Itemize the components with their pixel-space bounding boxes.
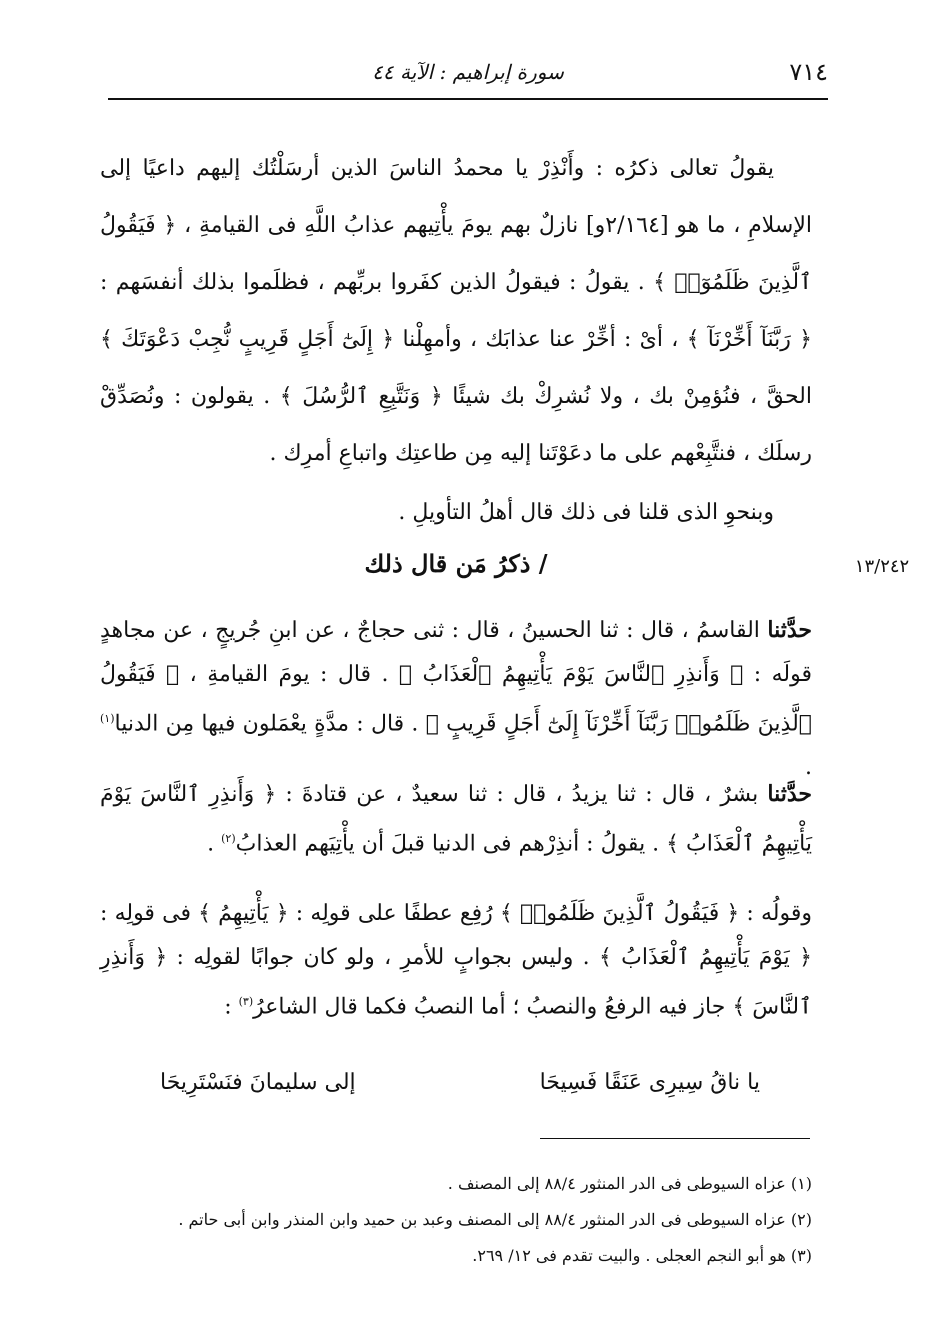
footnote-2: (٢) عزاه السيوطى فى الدر المنثور ٨٨/٤ إلى المصنف وعبد بن حميد وابن المنذر وابن أبى حاتم . (178, 1210, 812, 1229)
verse-hemistich-1: يا ناقُ سِيرِى عَنَقًا فَسِيحَا (539, 1070, 760, 1095)
hadith-2-lead: حدَّثنا (767, 781, 812, 807)
footnote-3: (٣) هو أبو النجم العجلى . والبيت تقدم فى ١٢/ ٢٦٩. (472, 1246, 812, 1265)
poetry-verse (160, 1070, 760, 1095)
section-heading: / ذكرُ مَن قال ذلك (364, 549, 548, 578)
hadith-1: حدَّثنا القاسمُ ، قال : ثنا الحسينُ ، قال : ثنى حجاجٌ ، عن ابنِ جُريجٍ ، عن مجاهدٍ قولَه : ﴿ وَأَنذِرِ ٱلنَّاسَ يَوْمَ يَأْتِيهِمُ ٱلْعَذَابُ ﴾ . قال : يومَ القيامةِ ، ﴿ فَيَقُولُ ٱلَّذِينَ ظَلَمُوا۟ رَبَّنَآ أَخِّرْنَآ إِلَىٰٓ أَجَلٍ قَرِيبٍ ﴾ . قال : مدَّةٍ يعْمَلون فيها مِن الدنيا$^{(١)}$ . (100, 617, 812, 781)
commentary (100, 892, 812, 1029)
verse-hemistich-2: إلى سليمانَ فنَسْتَرِيحَا (160, 1070, 356, 1095)
footnote-ref-2: (٢) (221, 832, 236, 845)
footnote-1: (١) عزاه السيوطى فى الدر المنثور ٨٨/٤ إلى المصنف . (447, 1174, 812, 1193)
commentary-tail: : (224, 994, 239, 1020)
hadith-1-lead: حدَّثنا (767, 617, 812, 643)
header-divider (108, 98, 828, 100)
page-number: ٧١٤ (789, 58, 828, 86)
hadith-2-text: بشرٌ ، قال : ثنا يزيدُ ، قال : ثنا سعيدٌ ، عن قتادةَ : ﴿ وَأَنذِرِ ٱلنَّاسَ يَوْمَ يَأْتِيهِمُ ٱلْعَذَابُ ﴾ . يقولُ : أنذِرْهم فى الدنيا قبلَ أن يأْتِيَهم العذابُ (100, 782, 812, 857)
running-title: سورة إبراهيم : الآية ٤٤ (372, 60, 564, 84)
main-text (100, 140, 812, 541)
hadith-2: حدَّثنا بشرٌ ، قال : ثنا يزيدُ ، قال : ثنا سعيدٌ ، عن قتادةَ : ﴿ وَأَنذِرِ ٱلنَّاسَ يَوْمَ يَأْتِيهِمُ ٱلْعَذَابُ ﴾ . يقولُ : أنذِرْهم فى الدنيا قبلَ أن يأْتِيَهم العذابُ$^{(٢)}$ . (100, 781, 812, 857)
paragraph-2: وبنحوِ الذى قلنا فى ذلك قال أهلُ التأويلِ . (398, 500, 774, 525)
margin-reference: ١٣/٢٤٢ (854, 556, 910, 577)
footnote-ref-3: (٣) (238, 995, 254, 1008)
paragraph-1: يقولُ تعالى ذكرُه : وأَنْذِرْ يا محمدُ الناسَ الذين أرسَلْتُك إليهم داعيًا إلى الإسلامِ ، ما هو [٢/١٦٤و] نازلٌ بهم يومَ يأْتِيهم عذابُ اللَّهِ فى القيامةِ ، ﴿ فَيَقُولُ ٱلَّذِينَ ظَلَمُوٓا۟ ﴾ . يقولُ : فيقولُ الذين كفَروا بربِّهم ، فظلَموا بذلك أنفسَهم : ﴿ رَبَّنَآ أَخِّرْنَآ ﴾ ، أىْ : أخِّرْ عنا عذابَك ، وأمهِلْنا ﴿ إِلَىٰٓ أَجَلٍ قَرِيبٍ نُّجِبْ دَعْوَتَكَ ﴾ الحقَّ ، فنُؤمِنْ بك ، ولا نُشرِكْ بك شيئًا ﴿ وَنَتَّبِعِ ٱلرُّسُلَ ﴾ . يقولون : ونُصَدِّقْ رسلَك ، فنتَّبِعْهم على ما دعَوْتَنا إليه مِن طاعتِك واتباعِ أمرِك . (100, 156, 813, 466)
footnotes (100, 1166, 812, 1274)
footnote-ref-1: (١) (100, 712, 115, 725)
footnote-divider (540, 1138, 810, 1139)
page-header (108, 52, 828, 92)
hadith-1-text: القاسمُ ، قال : ثنا الحسينُ ، قال : ثنى حجاجٌ ، عن ابنِ جُريجٍ ، عن مجاهدٍ قولَه : ﴿ وَأَنذِرِ ٱلنَّاسَ يَوْمَ يَأْتِيهِمُ ٱلْعَذَابُ ﴾ . قال : يومَ القيامةِ ، ﴿ فَيَقُولُ ٱلَّذِينَ ظَلَمُوا۟ رَبَّنَآ أَخِّرْنَآ إِلَىٰٓ أَجَلٍ قَرِيبٍ ﴾ . قال : مدَّةٍ يعْمَلون فيها مِن الدنيا (100, 618, 812, 737)
commentary-text: وقولُه : ﴿ فَيَقُولُ ٱلَّذِينَ ظَلَمُوا۟ ﴾ رُفِع عطفًا على قولِه : ﴿ يَأْتِيهِمُ ﴾ فى قولِه : ﴿ يَوْمَ يَأْتِيهِمُ ٱلْعَذَابُ ﴾ . وليس بجوابٍ للأمرِ ، ولو كان جوابًا لقولِه : ﴿ وَأَنذِرِ ٱلنَّاسَ ﴾ جاز فيه الرفعُ والنصبُ ؛ أما النصبُ فكما قال الشاعرُ (100, 901, 812, 1020)
